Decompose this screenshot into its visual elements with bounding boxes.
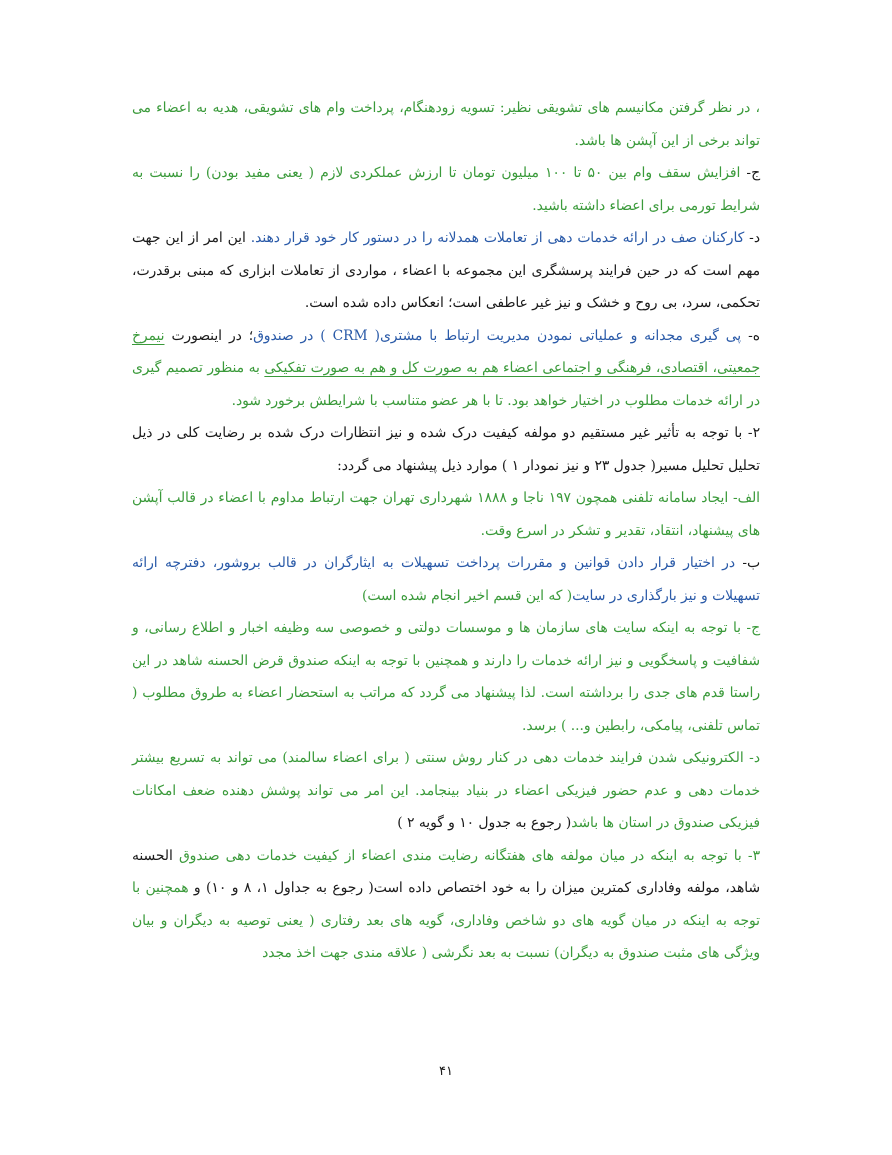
text-segment: کارکنان صف در ارائه خدمات دهی از تعاملات همدلانه را در دستور کار خود قرار دهند. xyxy=(250,230,745,246)
text-segment: ب- xyxy=(734,555,760,571)
para-two-indirect-effect xyxy=(132,417,760,482)
text-segment: د- xyxy=(744,230,760,246)
para-jim-loan-ceiling xyxy=(132,157,760,222)
text-segment: ۳- با توجه به اینکه در میان مولفه های هفتگانه رضایت مندی اعضاء از کیفیت خدمات دهی صندوق xyxy=(172,847,760,864)
text-segment: ، در نظر گرفتن مکانیسم های تشویقی نظیر: تسویه زودهنگام، پرداخت وام های تشویقی، هدیه به اعضاء می تواند برخی از این آپشن ها باشد. xyxy=(132,100,760,149)
para-alef-phone-system xyxy=(132,482,760,547)
text-segment: ( رجوع به جدول ۱۰ و گویه ۲ ) xyxy=(397,815,572,831)
text-segment: ج- با توجه به اینکه سایت های سازمان ها و موسسات دولتی و خصوصی سه وظیفه اخبار و اطلاع رسانی، و شفافیت و پاسخگویی و نیز ارائه خدمات را دارند و همچنین با توجه به اینکه صندوق قرض الحسنه شاهد در این راستا قدم های جدی را برداشته است. لذا پیشنهاد می گردد که مراتب به استحضار اعضاء به طروق مطلوب ( تماس تلفنی، پیامکی، رابطین و... ) برسد. xyxy=(132,620,760,734)
text-segment: الحسنه شاهد، مولفه وفاداری کمترین میزان را به خود اختصاص داده است( رجوع به جداول ۱، ۸ و ۱۰) و xyxy=(132,847,760,896)
text-segment: ج- xyxy=(740,165,760,181)
document-body xyxy=(132,92,760,970)
text-segment: به منظور تصمیم گیری در ارائه خدمات مطلوب در اختیار خواهد بود. تا با هر عضو متناسب با شرایطش برخورد شود. xyxy=(132,360,760,409)
text-segment: ( که این قسم اخیر انجام شده است) xyxy=(361,587,573,604)
text-segment: الف- ایجاد سامانه تلفنی همچون ۱۹۷ ناجا و ۱۸۸۸ شهرداری تهران جهت ارتباط مداوم با اعضاء در قالب آپشن های پیشنهاد، انتقاد، تقدیر و تشکر در اسرع وقت. xyxy=(132,490,760,539)
text-segment: ۲- با توجه به تأثیر غیر مستقیم دو مولفه کیفیت درک شده و نیز انتظارات درک شده بر رضایت کلی در ذیل تحلیل تحلیل مسیر( جدول ۲۳ و نیز نمودار ۱ ) موارد ذیل پیشنهاد می گردد: xyxy=(132,425,760,474)
para-be-regulations xyxy=(132,547,760,612)
text-segment: ؛ در اینصورت xyxy=(164,327,254,344)
text-segment: ه- xyxy=(741,327,760,344)
page-number: ۴۱ xyxy=(439,1064,453,1079)
para-he-crm xyxy=(132,320,760,418)
para-incentives-continued xyxy=(132,92,760,157)
para-three-weekly-satisfaction xyxy=(132,840,760,970)
text-segment: پی گیری مجدانه و عملیاتی نمودن مدیریت ارتباط با مشتری( CRM ) در صندوق xyxy=(253,327,742,344)
text-segment: در اختیار قرار دادن قوانین و مقررات پرداخت تسهیلات به ایثارگران در قالب بروشور، دفترچه ارائه تسهیلات و نیز بارگذاری در سایت xyxy=(132,555,760,604)
text-segment: نیمرخ جمعیتی، اقتصادی، فرهنگی و اجتماعی اعضاء هم به صورت کل و هم به صورت تفکیکی xyxy=(132,327,760,376)
text-segment: د- الکترونیکی شدن فرایند خدمات دهی در کنار روش سنتی ( برای اعضاء سالمند) می تواند به تسریع بیشتر خدمات دهی و عدم حضور فیزیکی اعضاء در بنیاد بینجامد. این امر می تواند پوشش دهنده ضعف امکانات فیزیکی صندوق در استان ها باشد xyxy=(132,750,760,831)
para-dal-electronic xyxy=(132,742,760,840)
text-segment: همچنین با توجه به اینکه در میان گویه های دو شاخص وفاداری، گویه های بعد رفتاری ( یعنی توصیه به دیگران و بیان ویژگی های مثبت صندوق به دیگران) نسبت به بعد نگرشی ( علاقه مندی جهت اخذ مجدد xyxy=(132,880,760,961)
para-dal-staff xyxy=(132,222,760,320)
text-segment: افزایش سقف وام بین ۵۰ تا ۱۰۰ میلیون تومان تا ارزش عملکردی لازم ( یعنی مفید بودن) را نسبت به شرایط تورمی برای اعضاء داشته باشید. xyxy=(132,165,760,214)
para-jim-websites xyxy=(132,612,760,742)
text-segment: این امر از این جهت مهم است که در حین فرایند پرسشگری این مجموعه با اعضاء ، مواردی از تعاملات ابزاری که مبنی برقدرت، تحکمی، سرد، بی روح و خشک و نیز غیر عاطفی است؛ انعکاس داده شده است. xyxy=(132,230,760,311)
